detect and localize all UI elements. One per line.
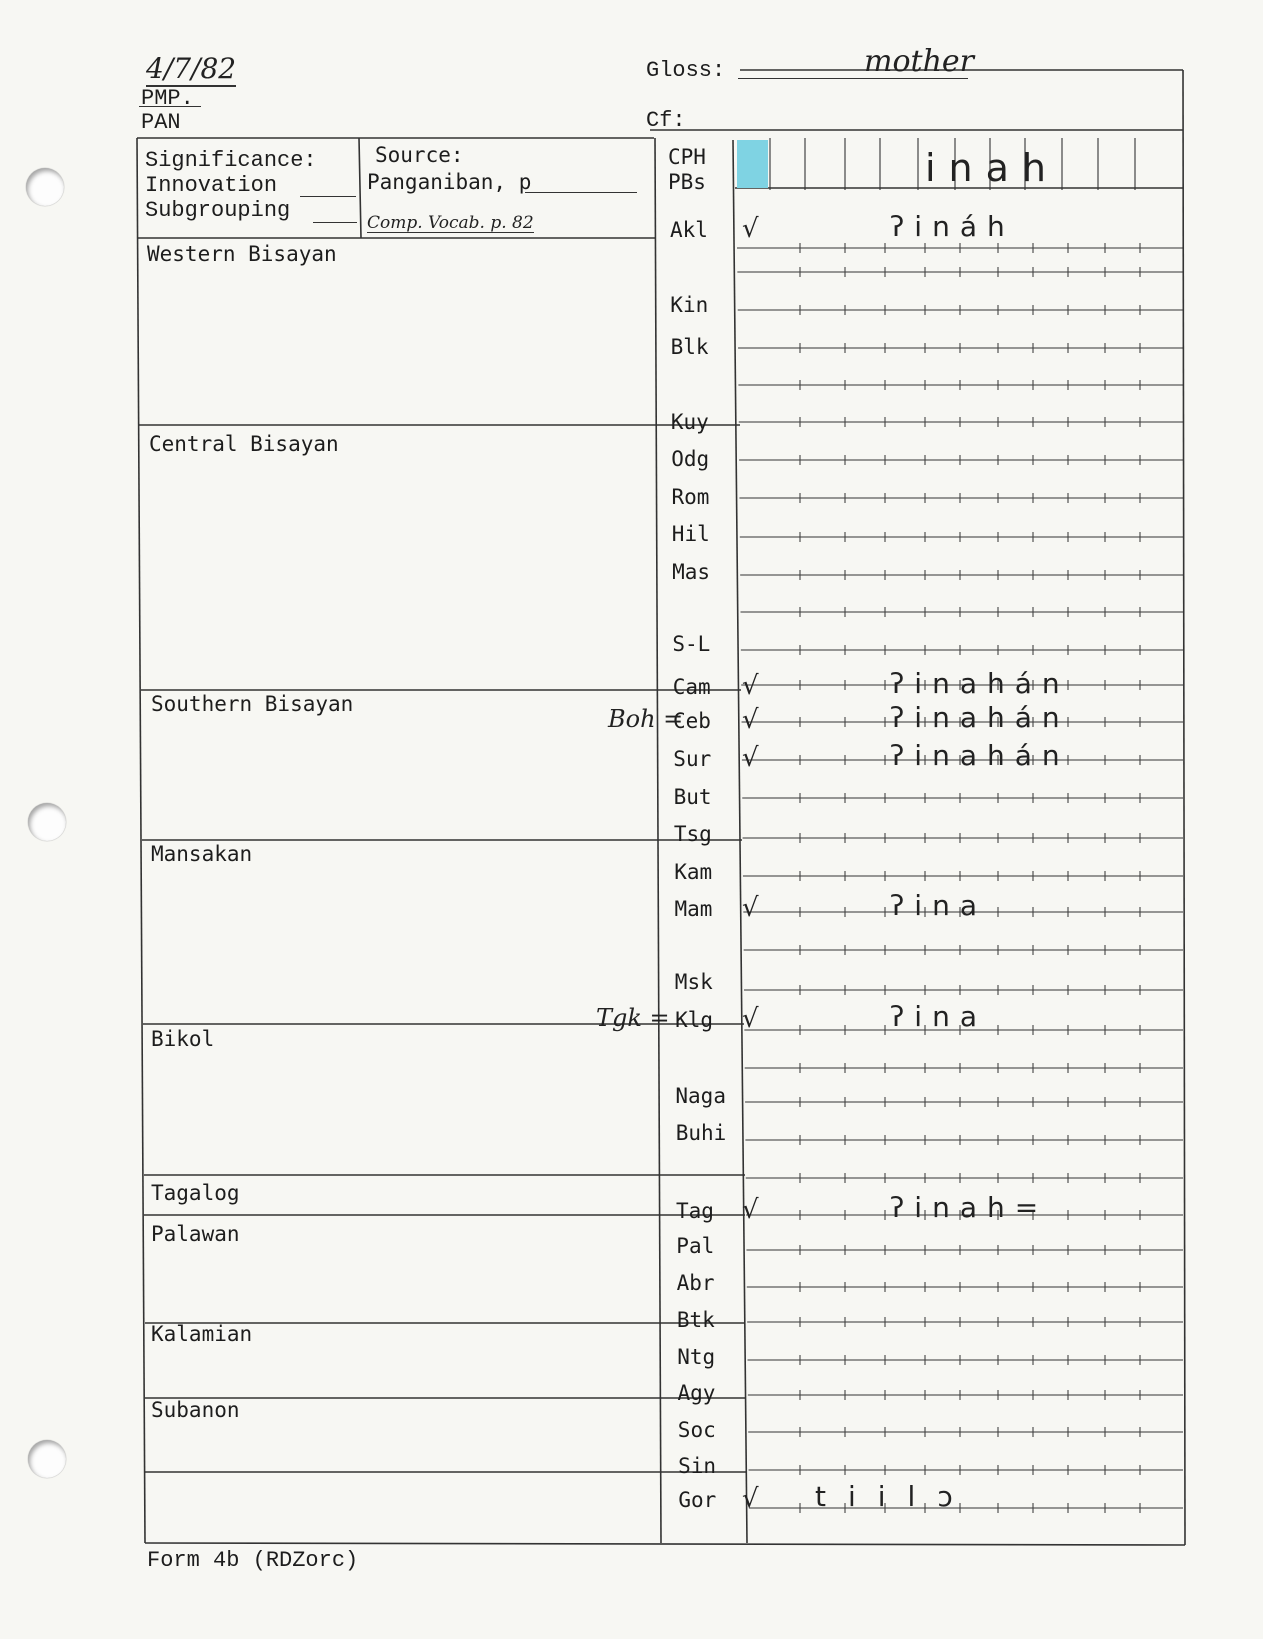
source-blank: [525, 192, 637, 193]
language-code-abr: Abr: [676, 1271, 715, 1295]
innovation-label: Innovation: [145, 173, 278, 198]
language-code-sur: Sur: [673, 747, 712, 771]
language-equivalence-note: Tgk =: [596, 1004, 670, 1032]
language-code-rom: Rom: [671, 485, 710, 509]
language-code-ceb: Ceb: [673, 709, 711, 733]
checkmark: √: [742, 1004, 765, 1034]
language-equivalence-note: Boh =: [608, 705, 684, 733]
group-western-bisayan: Western Bisayan: [147, 242, 337, 266]
checkmark: √: [742, 1484, 765, 1514]
reflex-form: ʔina: [890, 889, 987, 922]
checkmark: √: [742, 1195, 765, 1225]
language-code-akl: Akl: [670, 218, 708, 242]
gloss-label: Gloss:: [646, 58, 726, 83]
source-label: Source:: [375, 143, 464, 167]
cf-label: Cf:: [646, 108, 686, 133]
language-code-tag: Tag: [676, 1199, 714, 1223]
language-code-but: But: [673, 785, 712, 809]
language-code-kin: Kin: [670, 293, 709, 317]
source-value: Panganiban, p: [367, 170, 532, 194]
language-code-pal: Pal: [676, 1234, 715, 1258]
pbs-label: PBs: [668, 170, 706, 194]
pmp-label: PMP.: [141, 86, 194, 111]
language-code-cam: Cam: [672, 675, 711, 699]
checkmark: √: [742, 893, 765, 923]
language-code-mas: Mas: [672, 560, 711, 584]
language-code-tsg: Tsg: [673, 822, 712, 846]
form-footer-label: Form 4b (RDZorc): [147, 1548, 359, 1573]
reflex-form: ʔinahán: [890, 701, 1070, 734]
language-code-kuy: Kuy: [670, 410, 709, 434]
language-code-kam: Kam: [674, 860, 713, 884]
reflex-form: ʔina: [890, 1000, 987, 1033]
language-code-klg: Klg: [675, 1008, 714, 1032]
language-code-soc: Soc: [677, 1418, 716, 1442]
pmp-pan-underline: [139, 106, 201, 107]
language-code-naga: Naga: [675, 1084, 726, 1108]
innovation-blank: [300, 196, 356, 197]
cph-label: CPH: [668, 145, 706, 169]
language-code-odg: Odg: [671, 447, 710, 471]
reflex-form: ʔináh: [890, 210, 1015, 243]
reflex-form: tiilɔ: [815, 1480, 975, 1513]
significance-label: Significance:: [145, 148, 317, 173]
language-code-sin: Sin: [678, 1454, 717, 1478]
source-note: Comp. Vocab. p. 82: [367, 213, 534, 233]
gloss-value: mother: [864, 44, 974, 79]
group-southern-bisayan: Southern Bisayan: [151, 692, 354, 716]
subgrouping-label: Subgrouping: [145, 198, 291, 223]
pan-label: PAN: [141, 110, 181, 135]
group-subanon: Subanon: [151, 1398, 240, 1422]
language-code-s-l: S-L: [672, 632, 711, 656]
language-code-hil: Hil: [671, 522, 710, 546]
subgrouping-blank: [313, 222, 357, 223]
language-code-mam: Mam: [674, 897, 713, 921]
date-stamp: 4/7/82: [146, 52, 237, 85]
reflex-form: ʔinahán: [890, 739, 1070, 772]
language-code-agy: Agy: [677, 1381, 716, 1405]
language-code-blk: Blk: [670, 335, 709, 359]
language-code-btk: Btk: [676, 1308, 715, 1332]
language-code-ntg: Ntg: [677, 1345, 716, 1369]
group-mansakan: Mansakan: [151, 842, 253, 866]
reflex-form: ʔinahán: [890, 667, 1070, 700]
checkmark: √: [742, 214, 765, 244]
group-bikol: Bikol: [151, 1027, 215, 1051]
group-tagalog: Tagalog: [151, 1181, 240, 1205]
cph-reconstruction: inah: [925, 146, 1060, 190]
language-code-msk: Msk: [674, 970, 713, 994]
group-kalamian: Kalamian: [151, 1322, 253, 1346]
language-code-gor: Gor: [678, 1488, 717, 1512]
checkmark: √: [742, 705, 765, 735]
reflex-form: ʔinah=: [890, 1191, 1049, 1224]
group-palawan: Palawan: [151, 1222, 240, 1246]
language-code-buhi: Buhi: [675, 1121, 727, 1145]
group-central-bisayan: Central Bisayan: [149, 432, 339, 456]
checkmark: √: [742, 671, 765, 701]
checkmark: √: [742, 743, 765, 773]
